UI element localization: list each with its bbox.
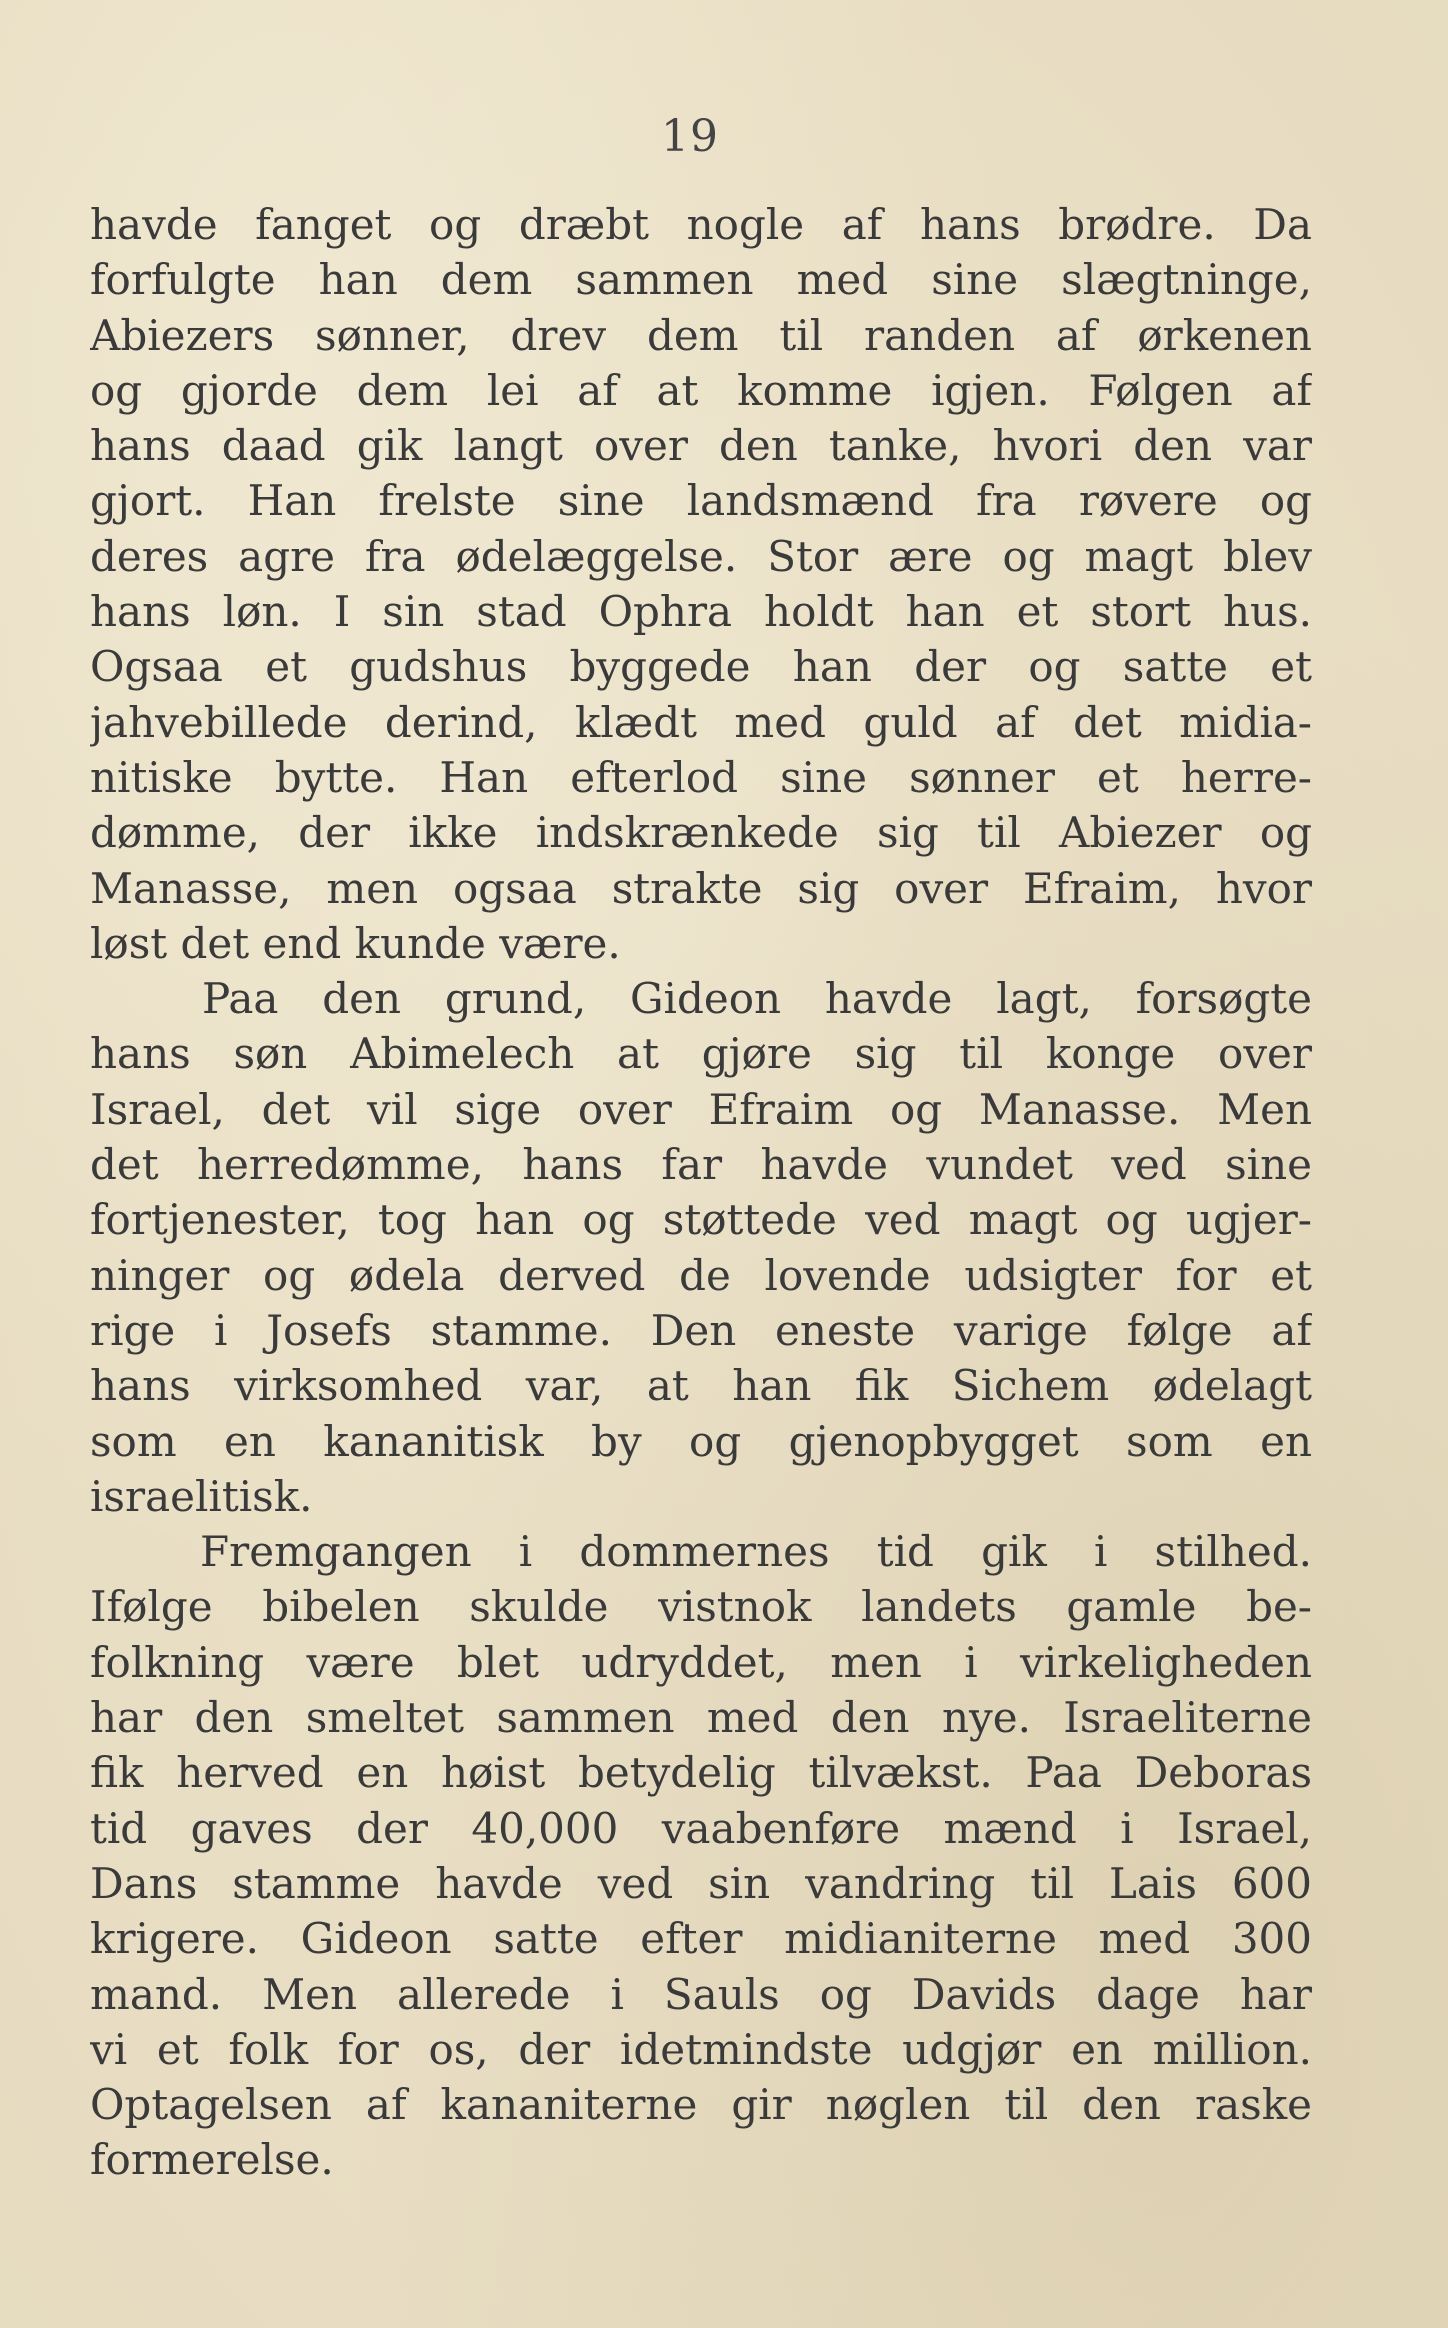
text-line: som en kananitisk by og gjenopbygget som en xyxy=(90,1416,1312,1466)
text-line: ninger og ødela derved de lovende udsigter for et xyxy=(90,1250,1312,1300)
text-line: formerelse. xyxy=(90,2135,334,2185)
text-line: gjort. Han frelste sine landsmænd fra røvere og xyxy=(90,476,1312,526)
text-line: folkning være blet udryddet, men i virkeligheden xyxy=(90,1637,1312,1687)
text-line: krigere. Gideon satte efter midianiterne med 300 xyxy=(90,1914,1312,1964)
text-line: Optagelsen af kananiterne gir nøglen til den raske xyxy=(90,2080,1312,2130)
text-line: Dans stamme havde ved sin vandring til Lais 600 xyxy=(90,1858,1312,1908)
text-line: tid gaves der 40,000 vaabenføre mænd i Israel, xyxy=(90,1803,1312,1853)
text-line: havde fanget og dræbt nogle af hans brødre. Da xyxy=(90,200,1312,249)
text-line: hans virksomhed var, at han fik Sichem ødelagt xyxy=(90,1361,1312,1411)
text-line: israelitisk. xyxy=(90,1471,313,1521)
text-line: Ifølge bibelen skulde vistnok landets gamle be- xyxy=(90,1582,1312,1632)
text-line: fortjenester, tog han og støttede ved magt og ugjer- xyxy=(90,1195,1312,1245)
text-line: forfulgte han dem sammen med sine slægtninge, xyxy=(90,255,1312,305)
page-number: 19 xyxy=(661,111,719,162)
text-line: hans søn Abimelech at gjøre sig til konge over xyxy=(90,1029,1312,1079)
text-line: Ogsaa et gudshus byggede han der og satte et xyxy=(90,642,1312,692)
text-line: det herredømme, hans far havde vundet ved sine xyxy=(90,1140,1312,1190)
body-text xyxy=(90,197,1312,2188)
text-line: fik herved en høist betydelig tilvækst. Paa Deboras xyxy=(90,1748,1312,1798)
text-line: deres agre fra ødelæggelse. Stor ære og magt blev xyxy=(90,531,1312,581)
text-line: Paa den grund, Gideon havde lagt, forsøgte xyxy=(202,974,1312,1024)
text-line: løst det end kunde være. xyxy=(90,918,621,968)
text-line: har den smeltet sammen med den nye. Israeliterne xyxy=(90,1693,1312,1743)
text-line: nitiske bytte. Han efterlod sine sønner et herre- xyxy=(90,752,1312,802)
text-line: Israel, det vil sige over Efraim og Manasse. Men xyxy=(90,1084,1312,1134)
text-line: hans løn. I sin stad Ophra holdt han et stort hus. xyxy=(90,587,1312,637)
text-line: Abiezers sønner, drev dem til randen af ørkenen xyxy=(90,310,1312,360)
text-line: og gjorde dem lei af at komme igjen. Følgen af xyxy=(90,365,1312,415)
text-line: dømme, der ikke indskrænkede sig til Abiezer og xyxy=(90,808,1312,858)
text-line: Manasse, men ogsaa strakte sig over Efraim, hvor xyxy=(90,863,1312,913)
text-line: mand. Men allerede i Sauls og Davids dage har xyxy=(90,1969,1312,2019)
text-line: rige i Josefs stamme. Den eneste varige følge af xyxy=(90,1305,1312,1355)
text-line: jahvebillede derind, klædt med guld af det midia- xyxy=(90,697,1312,747)
text-line: hans daad gik langt over den tanke, hvori den var xyxy=(90,421,1312,471)
text-line: Fremgangen i dommernes tid gik i stilhed. xyxy=(200,1527,1312,1577)
text-line: vi et folk for os, der idetmindste udgjør en million. xyxy=(90,2024,1312,2074)
